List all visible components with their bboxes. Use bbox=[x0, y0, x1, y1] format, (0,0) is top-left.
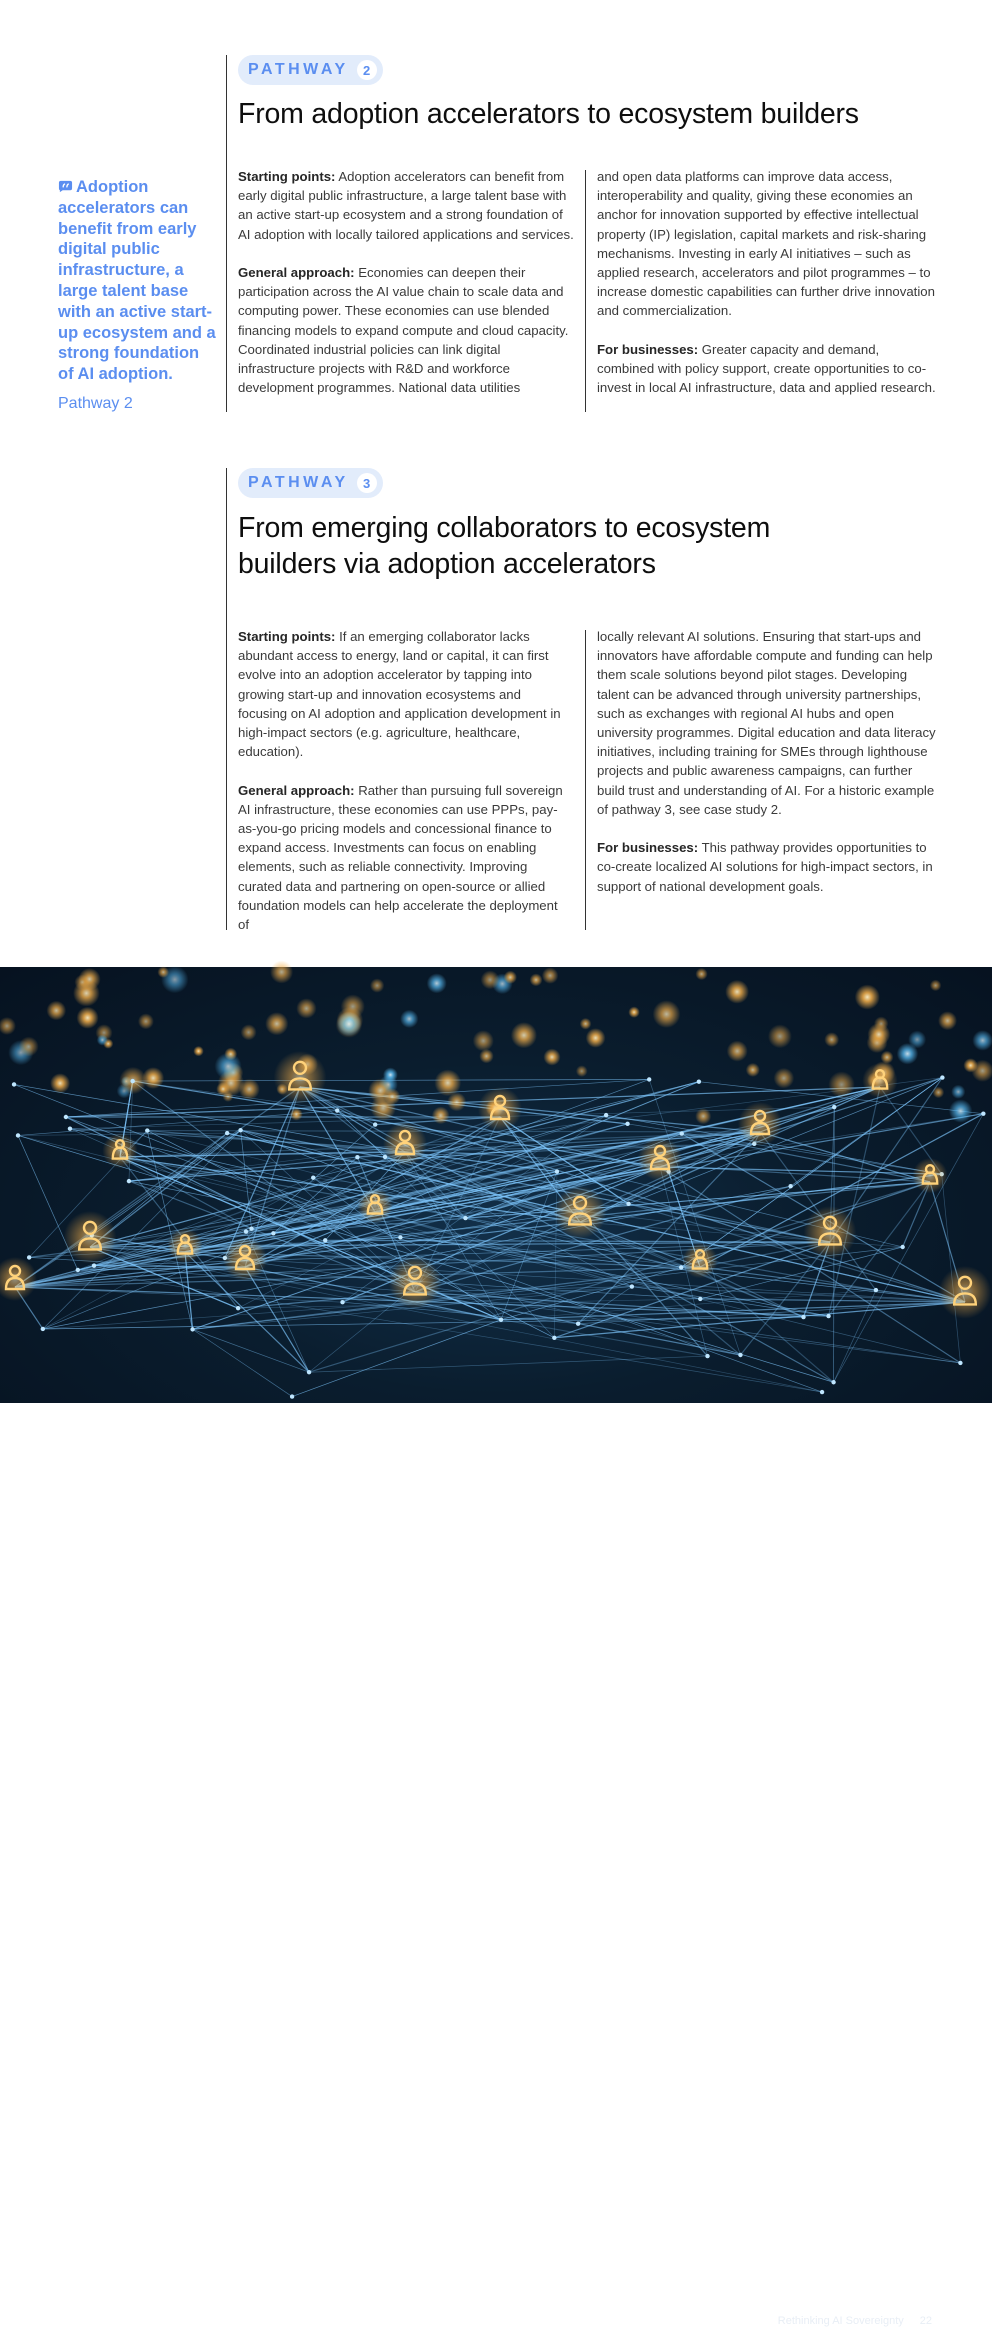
pathway-number: 3 bbox=[357, 473, 377, 493]
network-junction-dot bbox=[463, 1216, 467, 1220]
network-glow-dot bbox=[0, 1017, 16, 1035]
network-glow-dot bbox=[511, 1022, 537, 1048]
network-junction-dot bbox=[738, 1353, 742, 1357]
network-glow-dot bbox=[473, 1030, 494, 1051]
network-glow-dot bbox=[828, 1071, 854, 1097]
network-junction-dot bbox=[826, 1314, 830, 1318]
network-glow-dot bbox=[157, 966, 169, 978]
network-junction-dot bbox=[555, 1169, 559, 1173]
person-node-icon bbox=[912, 1158, 947, 1193]
network-glow-dot bbox=[370, 978, 384, 992]
network-junction-dot bbox=[874, 1288, 878, 1292]
network-junction-dot bbox=[373, 1122, 377, 1126]
network-line bbox=[292, 1320, 501, 1397]
starting-points-paragraph bbox=[238, 627, 568, 761]
network-glow-dot bbox=[481, 970, 500, 989]
network-line bbox=[700, 1267, 834, 1382]
network-glow-dot bbox=[216, 1082, 230, 1096]
network-line bbox=[554, 1172, 557, 1338]
network-glow-dot bbox=[725, 980, 749, 1004]
pathway-number: 2 bbox=[357, 60, 377, 80]
network-glow-dot bbox=[447, 1092, 466, 1111]
person-node-icon bbox=[357, 1188, 392, 1223]
network-junction-dot bbox=[698, 1297, 702, 1301]
network-junction-dot bbox=[225, 1131, 229, 1135]
general-approach-text: Economies can deepen their participation across the AI value chain to scale data and computing power. These economies can use blended financing models to expand compute and cloud capacity. Coordinated industrial policies can link digital infrastructure projects with R&D and workforce development programmes. National data utilities bbox=[238, 265, 568, 395]
network-glow-dot bbox=[239, 1079, 260, 1100]
network-glow-dot bbox=[138, 1013, 154, 1029]
network-glow-dot bbox=[290, 1108, 303, 1121]
general-approach-continued: and open data platforms can improve data access, interoperability and quality, giving these economies an anchor for innovation supported by effective intellectual property (IP) legislation, capital markets and risk-sharing mechanisms. Investing in early AI initiatives – such as applied research, accelerators and pilot programmes – to increase domestic capabilities can further drive innovation and commercialization. bbox=[597, 167, 937, 321]
for-businesses-text: Greater capacity and demand, combined with policy support, create opportunities to co-invest in local AI infrastructure, data and applied research. bbox=[597, 342, 936, 395]
network-junction-dot bbox=[832, 1105, 836, 1109]
pathway-3-title bbox=[238, 510, 958, 582]
network-line bbox=[78, 1270, 822, 1392]
general-approach-paragraph bbox=[238, 781, 568, 935]
network-junction-dot bbox=[697, 1079, 701, 1083]
column-divider-line bbox=[585, 170, 586, 412]
quote-bubble-icon bbox=[58, 178, 73, 193]
network-junction-dot bbox=[64, 1115, 68, 1119]
network-glow-dot bbox=[47, 1001, 67, 1021]
general-approach-text: Rather than pursuing full sovereign AI infrastructure, these economies can use PPPs, pay-as-you-go pricing models and concessional finance to expand access. Investments can focus on enabling elements, such as reliable connectivity. Improving curated data and partnering on open-source or allied foundation models can help accelerate the deployment of bbox=[238, 783, 563, 932]
network-junction-dot bbox=[801, 1315, 805, 1319]
network-glow-dot bbox=[963, 1058, 977, 1072]
pathway-2-column-1 bbox=[238, 167, 578, 397]
network-glow-dot bbox=[695, 1108, 711, 1124]
network-glow-dot bbox=[270, 960, 293, 983]
network-glow-dot bbox=[746, 1063, 760, 1077]
network-junction-dot bbox=[576, 1322, 580, 1326]
network-glow-dot bbox=[368, 1078, 392, 1102]
general-approach-continued: locally relevant AI solutions. Ensuring that start-ups and innovators have affordable compute and funding can help them scale solutions beyond pilot stages. Developing talent can be advanced through university partnerships, such as exchanges with regional AI hubs and open university programmes. Digital education and data literacy initiatives, including training for SMEs through lighthouse projects and public awareness campaigns, can further build trust and understanding of AI. For a historic example of pathway 3, see case study 2. bbox=[597, 627, 937, 819]
network-junction-dot bbox=[831, 1380, 835, 1384]
pathway-label: PATHWAY bbox=[248, 474, 349, 492]
network-junction-dot bbox=[647, 1077, 651, 1081]
network-junction-dot bbox=[92, 1263, 96, 1267]
network-line bbox=[14, 1084, 405, 1152]
section-divider-line bbox=[226, 55, 227, 412]
network-glow-dot bbox=[586, 1028, 606, 1048]
network-glow-dot bbox=[542, 967, 558, 983]
network-glow-dot bbox=[768, 1024, 792, 1048]
pull-quote-source: Pathway 2 bbox=[58, 395, 133, 413]
network-glow-dot bbox=[576, 1065, 588, 1077]
pathway-2-badge bbox=[238, 55, 383, 85]
network-line bbox=[43, 1287, 632, 1329]
person-node-icon bbox=[167, 1228, 202, 1263]
network-line bbox=[834, 1290, 876, 1382]
pathway-3-column-1 bbox=[238, 627, 568, 934]
network-glow-dot bbox=[951, 1085, 965, 1099]
network-junction-dot bbox=[340, 1300, 344, 1304]
network-glow-dot bbox=[938, 1011, 957, 1030]
network-junction-dot bbox=[958, 1361, 962, 1365]
network-junction-dot bbox=[130, 1079, 134, 1083]
person-node-icon bbox=[939, 1266, 992, 1319]
page-number: 22 bbox=[920, 2315, 932, 2327]
for-businesses-paragraph bbox=[597, 838, 937, 896]
report-title: Rethinking AI Sovereignty bbox=[778, 2315, 904, 2327]
pathway-3-column-2 bbox=[597, 627, 937, 896]
pathway-2-column-2 bbox=[597, 167, 937, 397]
pathway-3-title-line-2: builders via adoption accelerators bbox=[238, 548, 656, 580]
network-line bbox=[501, 1302, 965, 1320]
pull-quote bbox=[58, 177, 218, 385]
network-junction-dot bbox=[16, 1133, 20, 1137]
network-junction-dot bbox=[236, 1306, 240, 1310]
network-glow-dot bbox=[949, 1099, 972, 1122]
network-junction-dot bbox=[355, 1155, 359, 1159]
for-businesses-label: For businesses: bbox=[597, 342, 698, 357]
person-node-icon bbox=[478, 1087, 522, 1131]
network-glow-dot bbox=[434, 1069, 461, 1096]
network-junction-dot bbox=[604, 1113, 608, 1117]
network-glow-dot bbox=[193, 1046, 203, 1056]
network-junction-dot bbox=[981, 1111, 985, 1115]
network-junction-dot bbox=[249, 1227, 253, 1231]
network-junction-dot bbox=[190, 1327, 194, 1331]
starting-points-paragraph bbox=[238, 167, 578, 244]
network-junction-dot bbox=[630, 1284, 634, 1288]
general-approach-label: General approach: bbox=[238, 265, 355, 280]
network-glow-dot bbox=[824, 1032, 839, 1047]
network-glow-dot bbox=[855, 985, 880, 1010]
network-illustration bbox=[0, 967, 992, 1403]
network-junction-dot bbox=[311, 1175, 315, 1179]
network-junction-dot bbox=[127, 1179, 131, 1183]
network-glow-dot bbox=[933, 1087, 945, 1099]
network-glow-dot bbox=[543, 1049, 560, 1066]
network-glow-dot bbox=[432, 1107, 450, 1125]
person-node-icon bbox=[223, 1237, 267, 1281]
for-businesses-text: This pathway provides opportunities to co-create localized AI solutions for high-impact sectors, in support of national development goals. bbox=[597, 840, 933, 893]
network-glow-dot bbox=[77, 1007, 99, 1029]
network-junction-dot bbox=[145, 1128, 149, 1132]
person-node-icon bbox=[64, 1211, 117, 1264]
network-glow-dot bbox=[774, 1068, 795, 1089]
network-glow-dot bbox=[727, 1041, 748, 1062]
pathway-label: PATHWAY bbox=[248, 61, 349, 79]
network-junction-dot bbox=[290, 1394, 294, 1398]
network-glow-dot bbox=[296, 998, 316, 1018]
network-junction-dot bbox=[499, 1318, 503, 1322]
network-junction-dot bbox=[680, 1131, 684, 1135]
page-footer bbox=[778, 2315, 932, 2327]
network-junction-dot bbox=[238, 1128, 242, 1132]
network-glow-dot bbox=[908, 1031, 926, 1049]
starting-points-label: Starting points: bbox=[238, 169, 335, 184]
network-glow-dot bbox=[427, 973, 447, 993]
person-node-icon bbox=[554, 1186, 607, 1239]
network-junction-dot bbox=[271, 1231, 275, 1235]
network-glow-dot bbox=[215, 1053, 242, 1080]
person-node-icon bbox=[389, 1256, 442, 1309]
network-line bbox=[193, 1329, 309, 1372]
network-line bbox=[309, 1356, 707, 1372]
network-junction-dot bbox=[27, 1255, 31, 1259]
network-glow-dot bbox=[97, 1034, 108, 1045]
network-junction-dot bbox=[820, 1390, 824, 1394]
network-glow-dot bbox=[241, 1024, 257, 1040]
network-junction-dot bbox=[68, 1126, 72, 1130]
pathway-2-title: From adoption accelerators to ecosystem builders bbox=[238, 96, 958, 132]
person-node-icon bbox=[682, 1243, 717, 1278]
network-junction-dot bbox=[679, 1265, 683, 1269]
network-junction-dot bbox=[625, 1122, 629, 1126]
person-node-icon bbox=[804, 1206, 857, 1259]
network-glow-dot bbox=[50, 1073, 70, 1093]
network-junction-dot bbox=[244, 1229, 248, 1233]
network-glow-dot bbox=[972, 1030, 992, 1051]
network-hero-image bbox=[0, 967, 992, 1403]
network-glow-dot bbox=[73, 980, 100, 1007]
network-junction-dot bbox=[552, 1336, 556, 1340]
pathway-3-badge bbox=[238, 468, 383, 498]
network-glow-dot bbox=[874, 1016, 888, 1030]
network-glow-dot bbox=[337, 1012, 362, 1037]
network-glow-dot bbox=[19, 1037, 39, 1057]
network-glow-dot bbox=[653, 1000, 681, 1028]
network-glow-dot bbox=[530, 973, 543, 986]
network-line bbox=[193, 1329, 293, 1396]
network-junction-dot bbox=[788, 1184, 792, 1188]
network-junction-dot bbox=[900, 1245, 904, 1249]
general-approach-label: General approach: bbox=[238, 783, 355, 798]
for-businesses-label: For businesses: bbox=[597, 840, 698, 855]
network-junction-dot bbox=[940, 1075, 944, 1079]
network-glow-dot bbox=[930, 980, 941, 991]
person-node-icon bbox=[383, 1122, 427, 1166]
section-divider-line bbox=[226, 468, 227, 930]
network-glow-dot bbox=[400, 1010, 418, 1028]
starting-points-label: Starting points: bbox=[238, 629, 335, 644]
network-line bbox=[43, 1317, 804, 1329]
for-businesses-paragraph bbox=[597, 340, 937, 398]
person-node-icon bbox=[102, 1133, 137, 1168]
person-node-icon bbox=[638, 1137, 682, 1181]
starting-points-text: If an emerging collaborator lacks abundant access to energy, land or capital, it can first evolve into an adoption accelerator by tapping into growing start-up and innovation ecosystems and focusing on AI adoption and application development in high-impact sectors (e.g. agriculture, healthcare, education). bbox=[238, 629, 561, 759]
network-line bbox=[70, 1107, 834, 1129]
general-approach-paragraph bbox=[238, 263, 578, 397]
network-junction-dot bbox=[12, 1082, 16, 1086]
pull-quote-text: Adoption accelerators can benefit from early digital public infrastructure, a large talent base with an active start-up ecosystem and a strong foundation of AI adoption. bbox=[58, 178, 216, 383]
network-glow-dot bbox=[628, 1006, 639, 1017]
network-glow-dot bbox=[580, 1018, 592, 1030]
pathway-3-title-line-1: From emerging collaborators to ecosystem bbox=[238, 512, 770, 544]
column-divider-line bbox=[585, 630, 586, 930]
network-glow-dot bbox=[265, 1012, 288, 1035]
person-node-icon bbox=[274, 1051, 327, 1104]
network-junction-dot bbox=[626, 1202, 630, 1206]
person-node-icon bbox=[738, 1102, 782, 1146]
person-node-icon bbox=[0, 1257, 37, 1301]
network-junction-dot bbox=[323, 1238, 327, 1242]
network-glow-dot bbox=[695, 968, 707, 980]
network-glow-dot bbox=[504, 971, 517, 984]
network-junction-dot bbox=[76, 1268, 80, 1272]
starting-points-text: Adoption accelerators can benefit from early digital public infrastructure, a large talent base with an active start-up ecosystem and a strong foundation of AI adoption with locally tailored applications and services. bbox=[238, 169, 574, 242]
network-junction-dot bbox=[705, 1354, 709, 1358]
network-junction-dot bbox=[307, 1370, 311, 1374]
network-junction-dot bbox=[398, 1235, 402, 1239]
person-node-icon bbox=[862, 1063, 897, 1098]
network-junction-dot bbox=[41, 1327, 45, 1331]
network-junction-dot bbox=[335, 1108, 339, 1112]
